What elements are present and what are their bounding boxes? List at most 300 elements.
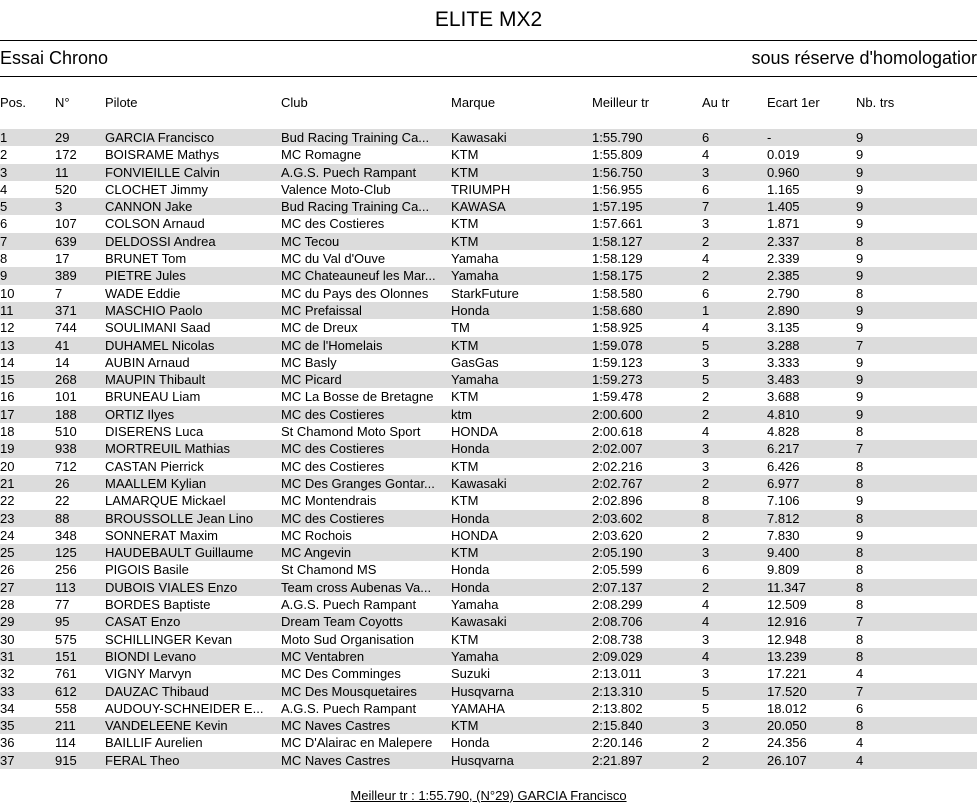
cell-position: 6 bbox=[0, 216, 8, 232]
cell-position: 14 bbox=[0, 354, 15, 370]
cell-lap-count: 9 bbox=[856, 251, 864, 267]
cell-club: MC Des Granges Gontar... bbox=[281, 475, 435, 491]
cell-pilot: VIGNY Marvyn bbox=[105, 666, 192, 682]
table-row bbox=[0, 423, 977, 440]
cell-pilot: BRUNEAU Liam bbox=[105, 389, 201, 405]
cell-lap-count: 8 bbox=[856, 597, 864, 613]
cell-club: MC des Costieres bbox=[281, 216, 385, 232]
cell-at-lap: 2 bbox=[702, 735, 710, 751]
cell-pilot: COLSON Arnaud bbox=[105, 216, 205, 232]
cell-number: 26 bbox=[55, 475, 70, 491]
cell-brand: Kawasaki bbox=[451, 475, 507, 491]
cell-brand: KTM bbox=[451, 233, 479, 249]
cell-brand: Yamaha bbox=[451, 268, 499, 284]
cell-position: 20 bbox=[0, 458, 15, 474]
cell-number: 612 bbox=[55, 683, 77, 699]
header-club: Club bbox=[281, 95, 308, 110]
cell-pilot: PIGOIS Basile bbox=[105, 562, 189, 578]
cell-gap: 18.012 bbox=[767, 700, 807, 716]
cell-at-lap: 3 bbox=[702, 631, 710, 647]
cell-club: MC Prefaissal bbox=[281, 302, 362, 318]
cell-number: 761 bbox=[55, 666, 77, 682]
cell-best-lap: 2:07.137 bbox=[592, 579, 643, 595]
cell-best-lap: 2:05.190 bbox=[592, 545, 643, 561]
cell-lap-count: 9 bbox=[856, 389, 864, 405]
cell-position: 33 bbox=[0, 683, 15, 699]
cell-brand: HONDA bbox=[451, 424, 498, 440]
cell-number: 88 bbox=[55, 510, 70, 526]
page-title: ELITE MX2 bbox=[434, 8, 543, 31]
cell-position: 19 bbox=[0, 441, 15, 457]
table-row bbox=[0, 181, 977, 198]
cell-lap-count: 9 bbox=[856, 147, 864, 163]
cell-club: A.G.S. Puech Rampant bbox=[281, 700, 417, 716]
cell-pilot: DISERENS Luca bbox=[105, 424, 204, 440]
cell-at-lap: 4 bbox=[702, 614, 710, 630]
cell-pilot: AUBIN Arnaud bbox=[105, 354, 190, 370]
cell-number: 348 bbox=[55, 527, 77, 543]
cell-lap-count: 7 bbox=[856, 441, 864, 457]
cell-position: 29 bbox=[0, 614, 15, 630]
cell-brand: KAWASA bbox=[451, 199, 506, 215]
cell-lap-count: 8 bbox=[856, 475, 864, 491]
table-row bbox=[0, 319, 977, 336]
cell-lap-count: 9 bbox=[856, 164, 864, 180]
cell-position: 8 bbox=[0, 251, 8, 267]
cell-lap-count: 8 bbox=[856, 510, 864, 526]
cell-gap: 12.948 bbox=[767, 631, 807, 647]
cell-club: MC Rochois bbox=[281, 527, 352, 543]
cell-club: MC Naves Castres bbox=[281, 718, 391, 734]
cell-best-lap: 2:15.840 bbox=[592, 718, 643, 734]
cell-at-lap: 1 bbox=[702, 302, 710, 318]
cell-gap: 13.239 bbox=[767, 648, 807, 664]
cell-pilot: MASCHIO Paolo bbox=[105, 302, 203, 318]
cell-gap: 0.960 bbox=[767, 164, 800, 180]
table-row bbox=[0, 354, 977, 371]
cell-club: Bud Racing Training Ca... bbox=[281, 130, 430, 145]
header-gap: Ecart 1er bbox=[767, 95, 820, 110]
cell-lap-count: 8 bbox=[856, 545, 864, 561]
cell-at-lap: 3 bbox=[702, 718, 710, 734]
cell-gap: 2.890 bbox=[767, 302, 800, 318]
cell-at-lap: 5 bbox=[702, 683, 710, 699]
cell-at-lap: 8 bbox=[702, 493, 710, 509]
header-brand: Marque bbox=[451, 95, 496, 110]
cell-gap: 26.107 bbox=[767, 752, 807, 768]
cell-club: MC Des Mousquetaires bbox=[281, 683, 417, 699]
cell-club: MC Angevin bbox=[281, 545, 352, 561]
table-row bbox=[0, 700, 977, 717]
cell-best-lap: 1:58.127 bbox=[592, 233, 643, 249]
cell-best-lap: 2:21.897 bbox=[592, 752, 643, 768]
cell-brand: StarkFuture bbox=[451, 285, 519, 301]
table-row bbox=[0, 129, 977, 146]
cell-lap-count: 7 bbox=[856, 683, 864, 699]
cell-position: 9 bbox=[0, 268, 8, 284]
cell-brand: Yamaha bbox=[451, 372, 499, 388]
cell-club: MC Romagne bbox=[281, 147, 362, 163]
cell-club: MC des Costieres bbox=[281, 441, 385, 457]
cell-brand: Kawasaki bbox=[451, 130, 507, 145]
table-row bbox=[0, 371, 977, 388]
cell-lap-count: 4 bbox=[856, 735, 864, 751]
cell-at-lap: 2 bbox=[702, 527, 710, 543]
cell-lap-count: 6 bbox=[856, 700, 864, 716]
cell-at-lap: 2 bbox=[702, 233, 710, 249]
cell-position: 31 bbox=[0, 648, 15, 664]
cell-brand: Suzuki bbox=[451, 666, 491, 682]
cell-club: MC La Bosse de Bretagne bbox=[281, 389, 434, 405]
cell-at-lap: 2 bbox=[702, 389, 710, 405]
cell-number: 151 bbox=[55, 648, 77, 664]
title-rule bbox=[0, 40, 977, 41]
cell-brand: KTM bbox=[451, 631, 479, 647]
cell-best-lap: 2:02.767 bbox=[592, 475, 643, 491]
cell-gap: 12.509 bbox=[767, 597, 807, 613]
cell-lap-count: 9 bbox=[856, 527, 864, 543]
cell-position: 35 bbox=[0, 718, 15, 734]
cell-club: MC des Costieres bbox=[281, 458, 385, 474]
homologation-notice: sous réserve d'homologatior bbox=[751, 48, 977, 68]
cell-number: 188 bbox=[55, 406, 77, 422]
table-row bbox=[0, 337, 977, 354]
cell-at-lap: 3 bbox=[702, 441, 710, 457]
table-row bbox=[0, 406, 977, 423]
table-row bbox=[0, 198, 977, 215]
cell-position: 3 bbox=[0, 164, 8, 180]
cell-gap: 6.217 bbox=[767, 441, 800, 457]
cell-best-lap: 2:20.146 bbox=[592, 735, 643, 751]
cell-pilot: BIONDI Levano bbox=[105, 648, 197, 664]
cell-position: 18 bbox=[0, 424, 15, 440]
table-row bbox=[0, 579, 977, 596]
cell-lap-count: 8 bbox=[856, 562, 864, 578]
cell-best-lap: 1:59.273 bbox=[592, 372, 643, 388]
cell-number: 744 bbox=[55, 320, 77, 336]
cell-gap: 6.426 bbox=[767, 458, 800, 474]
cell-gap: 2.337 bbox=[767, 233, 800, 249]
cell-lap-count: 4 bbox=[856, 752, 864, 768]
cell-best-lap: 1:57.195 bbox=[592, 199, 643, 215]
cell-best-lap: 2:02.216 bbox=[592, 458, 643, 474]
header-number: N° bbox=[55, 95, 70, 110]
cell-club: MC Naves Castres bbox=[281, 752, 391, 768]
cell-position: 24 bbox=[0, 527, 15, 543]
cell-number: 510 bbox=[55, 424, 77, 440]
cell-club: A.G.S. Puech Rampant bbox=[281, 597, 417, 613]
cell-gap: 4.810 bbox=[767, 406, 800, 422]
cell-best-lap: 2:00.618 bbox=[592, 424, 643, 440]
cell-pilot: BOISRAME Mathys bbox=[105, 147, 220, 163]
cell-pilot: CASAT Enzo bbox=[105, 614, 181, 630]
cell-position: 15 bbox=[0, 372, 15, 388]
cell-best-lap: 2:03.620 bbox=[592, 527, 643, 543]
cell-brand: KTM bbox=[451, 147, 479, 163]
cell-lap-count: 9 bbox=[856, 354, 864, 370]
cell-at-lap: 4 bbox=[702, 597, 710, 613]
cell-position: 23 bbox=[0, 510, 15, 526]
cell-club: MC des Costieres bbox=[281, 406, 385, 422]
cell-at-lap: 6 bbox=[702, 285, 710, 301]
cell-brand: GasGas bbox=[451, 354, 499, 370]
cell-number: 211 bbox=[55, 718, 76, 734]
cell-number: 712 bbox=[55, 458, 77, 474]
cell-club: MC Basly bbox=[281, 354, 337, 370]
cell-best-lap: 1:58.925 bbox=[592, 320, 643, 336]
cell-club: MC de Dreux bbox=[281, 320, 358, 336]
cell-at-lap: 6 bbox=[702, 181, 710, 197]
cell-club: MC du Val d'Ouve bbox=[281, 251, 386, 267]
session-label: Essai Chrono bbox=[0, 48, 109, 68]
cell-number: 41 bbox=[55, 337, 70, 353]
cell-gap: 7.106 bbox=[767, 493, 800, 509]
cell-best-lap: 1:56.750 bbox=[592, 164, 643, 180]
cell-brand: HONDA bbox=[451, 527, 498, 543]
cell-best-lap: 1:59.078 bbox=[592, 337, 643, 353]
cell-at-lap: 4 bbox=[702, 424, 710, 440]
cell-brand: TM bbox=[451, 320, 470, 336]
cell-brand: TRIUMPH bbox=[451, 181, 511, 197]
cell-brand: Yamaha bbox=[451, 597, 499, 613]
cell-number: 575 bbox=[55, 631, 77, 647]
cell-gap: 9.809 bbox=[767, 562, 800, 578]
header-best-lap: Meilleur tr bbox=[592, 95, 650, 110]
cell-best-lap: 2:13.802 bbox=[592, 700, 643, 716]
cell-lap-count: 8 bbox=[856, 458, 864, 474]
cell-brand: Honda bbox=[451, 510, 490, 526]
cell-brand: KTM bbox=[451, 216, 479, 232]
cell-number: 22 bbox=[55, 493, 70, 509]
cell-position: 10 bbox=[0, 285, 15, 301]
cell-at-lap: 8 bbox=[702, 510, 710, 526]
cell-club: MC Picard bbox=[281, 372, 342, 388]
table-row bbox=[0, 734, 977, 751]
cell-lap-count: 9 bbox=[856, 320, 864, 336]
header-pilot: Pilote bbox=[105, 95, 138, 110]
table-row bbox=[0, 146, 977, 163]
cell-number: 11 bbox=[55, 164, 69, 180]
cell-best-lap: 2:08.738 bbox=[592, 631, 643, 647]
cell-best-lap: 2:02.896 bbox=[592, 493, 643, 509]
cell-position: 17 bbox=[0, 406, 15, 422]
table-row bbox=[0, 613, 977, 630]
cell-gap: 3.135 bbox=[767, 320, 800, 336]
table-row bbox=[0, 665, 977, 682]
cell-at-lap: 5 bbox=[702, 337, 710, 353]
cell-best-lap: 1:57.661 bbox=[592, 216, 643, 232]
cell-pilot: GARCIA Francisco bbox=[105, 130, 215, 145]
table-row bbox=[0, 510, 977, 527]
cell-gap: 11.347 bbox=[767, 579, 806, 595]
best-lap-footer: Meilleur tr : 1:55.790, (N°29) GARCIA Francisco bbox=[350, 788, 627, 803]
cell-pilot: DAUZAC Thibaud bbox=[105, 683, 209, 699]
cell-gap: 17.520 bbox=[767, 683, 807, 699]
cell-number: 389 bbox=[55, 268, 77, 284]
header-pos: Pos. bbox=[0, 95, 27, 110]
cell-lap-count: 9 bbox=[856, 181, 864, 197]
cell-pilot: WADE Eddie bbox=[105, 285, 181, 301]
cell-club: MC Montendrais bbox=[281, 493, 377, 509]
cell-at-lap: 3 bbox=[702, 458, 710, 474]
cell-position: 36 bbox=[0, 735, 15, 751]
cell-brand: KTM bbox=[451, 458, 479, 474]
cell-number: 268 bbox=[55, 372, 77, 388]
cell-brand: Honda bbox=[451, 302, 490, 318]
cell-lap-count: 4 bbox=[856, 666, 864, 682]
cell-pilot: AUDOUY-SCHNEIDER E... bbox=[105, 700, 264, 716]
table-row bbox=[0, 250, 977, 267]
cell-brand: YAMAHA bbox=[451, 700, 505, 716]
cell-number: 114 bbox=[55, 735, 76, 751]
cell-brand: KTM bbox=[451, 164, 479, 180]
cell-pilot: ORTIZ Ilyes bbox=[105, 406, 175, 422]
table-row bbox=[0, 683, 977, 700]
cell-position: 2 bbox=[0, 147, 8, 163]
cell-club: Moto Sud Organisation bbox=[281, 631, 414, 647]
cell-at-lap: 2 bbox=[702, 475, 710, 491]
cell-lap-count: 8 bbox=[856, 648, 864, 664]
cell-position: 1 bbox=[0, 130, 8, 145]
cell-gap: 6.977 bbox=[767, 475, 800, 491]
cell-pilot: PIETRE Jules bbox=[105, 268, 186, 284]
cell-gap: 3.333 bbox=[767, 354, 800, 370]
table-row bbox=[0, 527, 977, 544]
cell-pilot: CANNON Jake bbox=[105, 199, 193, 215]
cell-brand: KTM bbox=[451, 493, 479, 509]
cell-lap-count: 9 bbox=[856, 493, 864, 509]
cell-pilot: FERAL Theo bbox=[105, 752, 180, 768]
cell-brand: Husqvarna bbox=[451, 752, 514, 768]
cell-club: Valence Moto-Club bbox=[281, 181, 391, 197]
cell-gap: 3.288 bbox=[767, 337, 800, 353]
cell-club: MC du Pays des Olonnes bbox=[281, 285, 429, 301]
cell-pilot: DUHAMEL Nicolas bbox=[105, 337, 215, 353]
cell-pilot: CLOCHET Jimmy bbox=[105, 181, 209, 197]
cell-lap-count: 8 bbox=[856, 233, 864, 249]
cell-club: St Chamond MS bbox=[281, 562, 377, 578]
cell-position: 26 bbox=[0, 562, 15, 578]
cell-brand: Honda bbox=[451, 579, 490, 595]
table-row bbox=[0, 302, 977, 319]
cell-pilot: DELDOSSI Andrea bbox=[105, 233, 216, 249]
cell-club: Dream Team Coyotts bbox=[281, 614, 403, 630]
cell-number: 7 bbox=[55, 285, 63, 301]
cell-club: MC Des Comminges bbox=[281, 666, 401, 682]
cell-lap-count: 9 bbox=[856, 199, 864, 215]
cell-number: 101 bbox=[55, 389, 77, 405]
subtitle-rule bbox=[0, 76, 977, 77]
cell-number: 915 bbox=[55, 752, 77, 768]
cell-gap: 1.405 bbox=[767, 199, 800, 215]
cell-lap-count: 9 bbox=[856, 372, 864, 388]
cell-gap: 9.400 bbox=[767, 545, 800, 561]
cell-gap: 7.830 bbox=[767, 527, 800, 543]
cell-pilot: VANDELEENE Kevin bbox=[105, 718, 228, 734]
cell-at-lap: 3 bbox=[702, 666, 710, 682]
cell-best-lap: 2:00.600 bbox=[592, 406, 643, 422]
cell-best-lap: 1:58.175 bbox=[592, 268, 643, 284]
cell-position: 25 bbox=[0, 545, 15, 561]
cell-at-lap: 7 bbox=[702, 199, 710, 215]
table-row bbox=[0, 233, 977, 250]
table-row bbox=[0, 458, 977, 475]
cell-lap-count: 9 bbox=[856, 302, 864, 318]
cell-brand: Kawasaki bbox=[451, 614, 507, 630]
cell-best-lap: 1:55.809 bbox=[592, 147, 643, 163]
cell-gap: 2.790 bbox=[767, 285, 800, 301]
cell-brand: Yamaha bbox=[451, 251, 499, 267]
header-lap-count: Nb. trs bbox=[856, 95, 895, 110]
cell-gap: 3.688 bbox=[767, 389, 800, 405]
cell-pilot: BRUNET Tom bbox=[105, 251, 187, 267]
header-at-lap: Au tr bbox=[702, 95, 730, 110]
cell-pilot: BROUSSOLLE Jean Lino bbox=[105, 510, 254, 526]
cell-at-lap: 3 bbox=[702, 354, 710, 370]
cell-number: 371 bbox=[55, 302, 77, 318]
cell-number: 3 bbox=[55, 199, 63, 215]
cell-brand: Honda bbox=[451, 441, 490, 457]
cell-club: MC Chateauneuf les Mar... bbox=[281, 268, 436, 284]
cell-number: 77 bbox=[55, 597, 70, 613]
cell-best-lap: 2:05.599 bbox=[592, 562, 643, 578]
cell-position: 16 bbox=[0, 389, 15, 405]
cell-at-lap: 4 bbox=[702, 147, 710, 163]
table-row bbox=[0, 267, 977, 284]
cell-position: 22 bbox=[0, 493, 15, 509]
cell-gap: 0.019 bbox=[767, 147, 800, 163]
cell-at-lap: 3 bbox=[702, 164, 710, 180]
cell-best-lap: 1:58.580 bbox=[592, 285, 643, 301]
cell-at-lap: 2 bbox=[702, 268, 710, 284]
cell-position: 7 bbox=[0, 233, 8, 249]
cell-lap-count: 7 bbox=[856, 614, 864, 630]
cell-position: 28 bbox=[0, 597, 15, 613]
cell-brand: KTM bbox=[451, 718, 479, 734]
cell-pilot: MAALLEM Kylian bbox=[105, 475, 207, 491]
cell-pilot: SONNERAT Maxim bbox=[105, 527, 218, 543]
cell-position: 32 bbox=[0, 666, 15, 682]
cell-best-lap: 2:13.011 bbox=[592, 666, 642, 682]
cell-at-lap: 2 bbox=[702, 406, 710, 422]
cell-gap: 17.221 bbox=[767, 666, 807, 682]
cell-club: A.G.S. Puech Rampant bbox=[281, 164, 417, 180]
cell-gap: 7.812 bbox=[767, 510, 800, 526]
cell-position: 11 bbox=[0, 302, 14, 318]
cell-pilot: BAILLIF Aurelien bbox=[105, 735, 203, 751]
table-row bbox=[0, 717, 977, 734]
cell-best-lap: 1:55.790 bbox=[592, 130, 643, 145]
cell-number: 520 bbox=[55, 181, 77, 197]
cell-lap-count: 8 bbox=[856, 631, 864, 647]
cell-pilot: DUBOIS VIALES Enzo bbox=[105, 579, 238, 595]
cell-brand: Honda bbox=[451, 562, 490, 578]
table-row bbox=[0, 285, 977, 302]
cell-at-lap: 6 bbox=[702, 130, 710, 145]
cell-at-lap: 4 bbox=[702, 320, 710, 336]
cell-lap-count: 9 bbox=[856, 130, 864, 145]
cell-lap-count: 8 bbox=[856, 285, 864, 301]
cell-position: 30 bbox=[0, 631, 15, 647]
cell-gap: - bbox=[767, 130, 772, 145]
table-row bbox=[0, 440, 977, 457]
table-row bbox=[0, 544, 977, 561]
cell-club: Bud Racing Training Ca... bbox=[281, 199, 430, 215]
cell-lap-count: 9 bbox=[856, 268, 864, 284]
table-row bbox=[0, 475, 977, 492]
cell-pilot: CASTAN Pierrick bbox=[105, 458, 204, 474]
cell-number: 14 bbox=[55, 354, 70, 370]
